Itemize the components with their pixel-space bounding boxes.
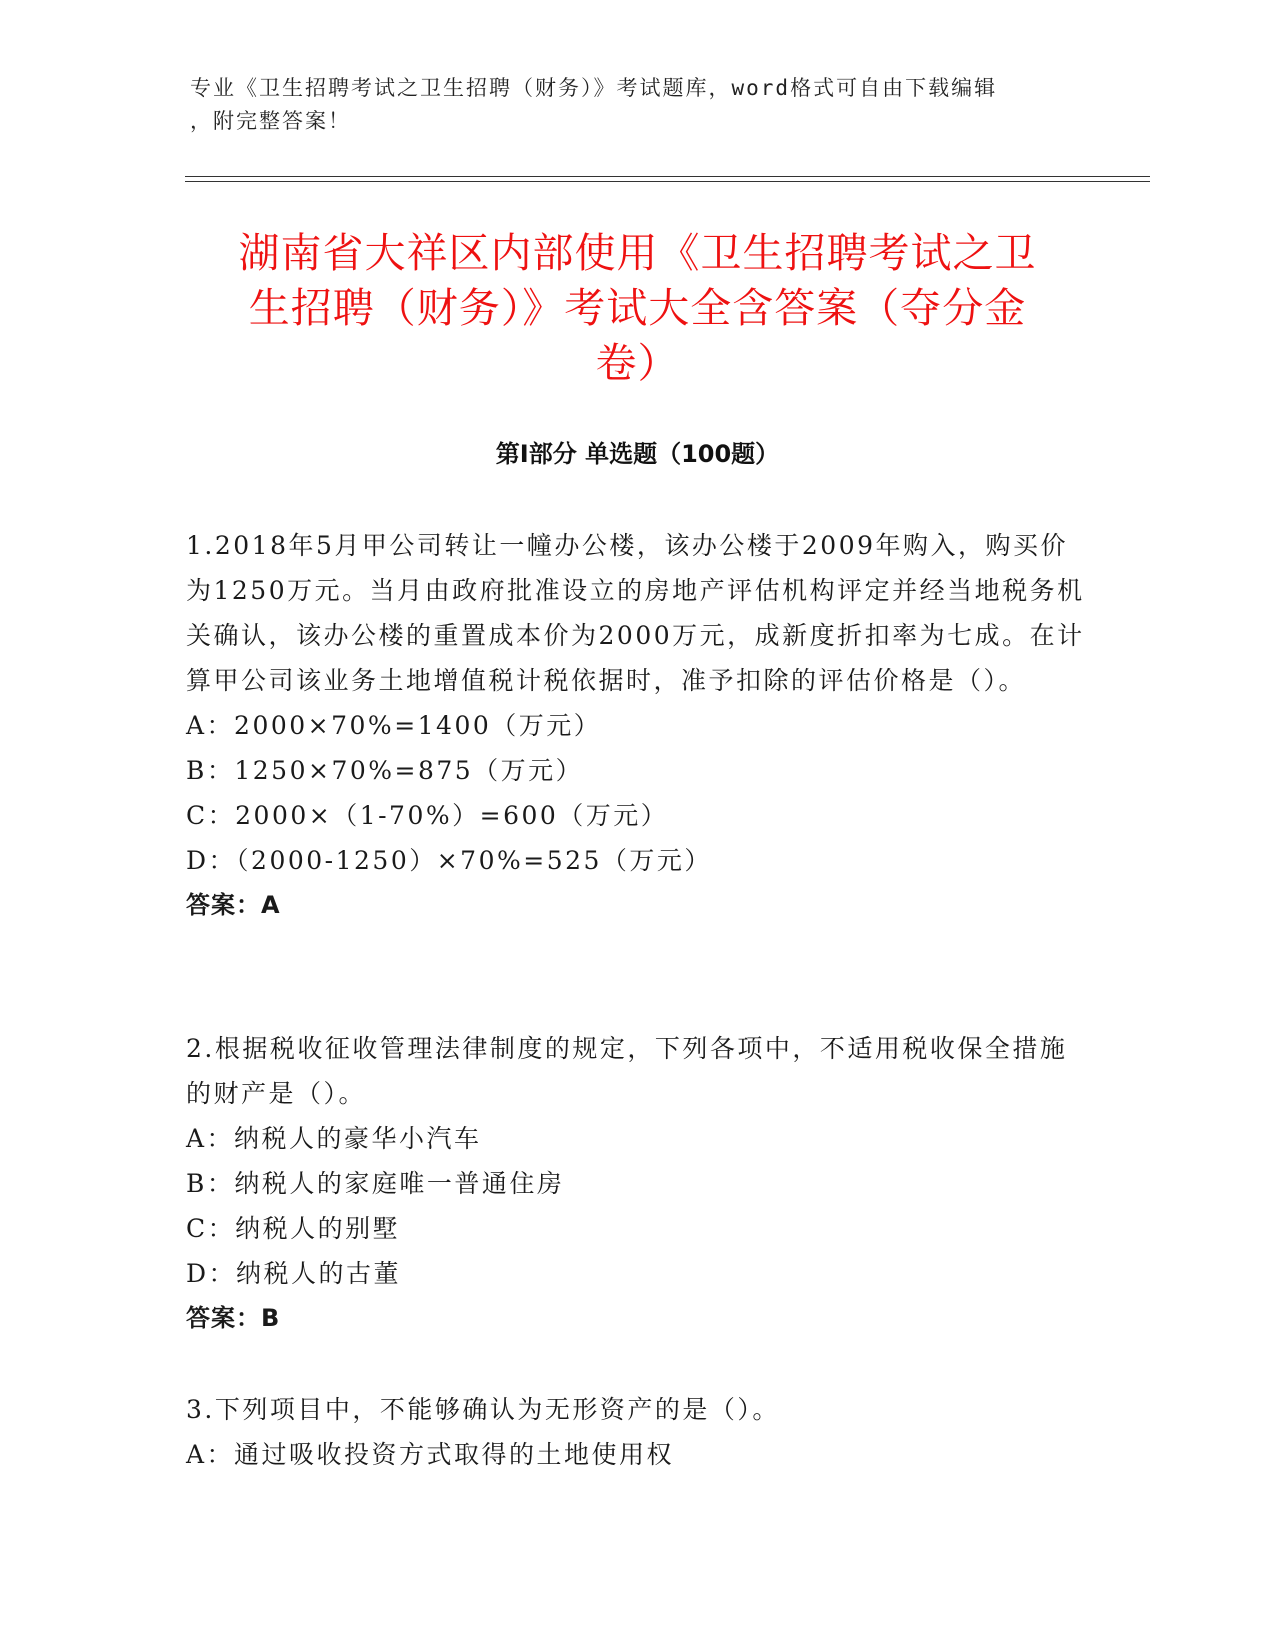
document-title-line-1: 湖南省大祥区内部使用《卫生招聘考试之卫 bbox=[238, 229, 1037, 277]
option-d: D：（2000-1250）×70%=525（万元） bbox=[186, 846, 712, 875]
option-b: B：1250×70%=875（万元） bbox=[186, 756, 584, 785]
question-1 bbox=[186, 523, 1086, 928]
header-note bbox=[190, 72, 1070, 138]
question-stem: 1.2018年5月甲公司转让一幢办公楼，该办公楼于2009年购入，购买价为1250万元。当月由政府批准设立的房地产评估机构评定并经当地税务机关确认，该办公楼的重置成本价为2000万元，成新度折扣率为七成。在计算甲公司该业务土地增值税计税依据时，准予扣除的评估价格是（）。 bbox=[186, 531, 1085, 695]
option-d: D：纳税人的古董 bbox=[186, 1259, 402, 1288]
question-stem: 3.下列项目中，不能够确认为无形资产的是（）。 bbox=[186, 1395, 780, 1424]
option-a: A：2000×70%=1400（万元） bbox=[186, 711, 602, 740]
option-a: A：纳税人的豪华小汽车 bbox=[186, 1124, 482, 1153]
option-c: C：2000×（1-70%）=600（万元） bbox=[186, 801, 669, 830]
question-2 bbox=[186, 1026, 1086, 1341]
question-stem: 2.根据税收征收管理法律制度的规定，下列各项中，不适用税收保全措施的财产是（）。 bbox=[186, 1034, 1068, 1108]
header-note-line-2: ，附完整答案！ bbox=[190, 109, 351, 133]
option-b: B：纳税人的家庭唯一普通住房 bbox=[186, 1169, 565, 1198]
document-title-line-2: 生招聘（财务）》考试大全含答案（夺分金 bbox=[248, 284, 1027, 332]
document-title bbox=[190, 226, 1085, 391]
header-note-line-1: 专业《卫生招聘考试之卫生招聘（财务）》考试题库，word格式可自由下载编辑 bbox=[190, 76, 998, 100]
answer-label: 答案：A bbox=[186, 891, 281, 919]
document-title-line-3: 卷） bbox=[595, 339, 680, 387]
answer-label: 答案：B bbox=[186, 1304, 281, 1332]
option-c: C：纳税人的别墅 bbox=[186, 1214, 401, 1243]
header-divider-top bbox=[185, 176, 1150, 177]
option-a: A：通过吸收投资方式取得的土地使用权 bbox=[186, 1440, 675, 1469]
section-heading: 第Ⅰ部分 单选题（100题） bbox=[495, 440, 780, 468]
question-3 bbox=[186, 1387, 1086, 1477]
header-divider-bottom bbox=[185, 181, 1150, 182]
